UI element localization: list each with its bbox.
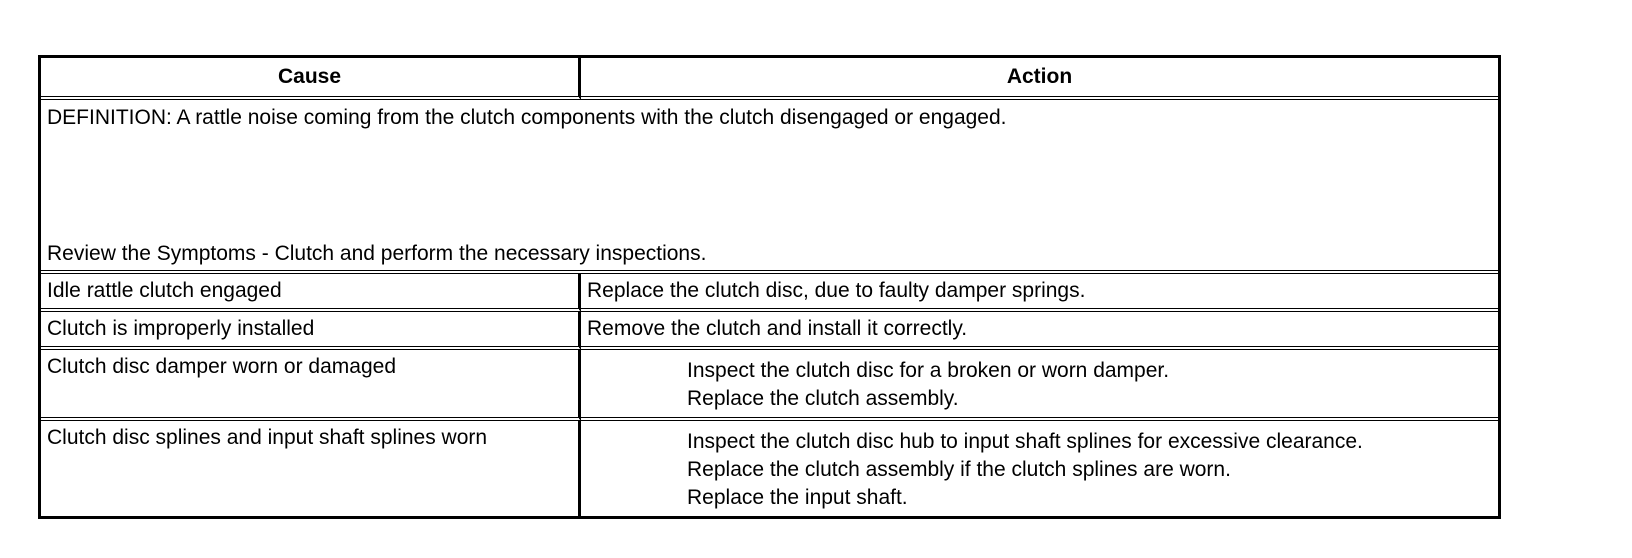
definition-text: DEFINITION: A rattle noise coming from the clutch components with the clutch disengaged or engaged.: [47, 106, 1007, 129]
cause-cell: [41, 312, 581, 350]
cause-cell: [41, 350, 581, 421]
action-item: Replace the clutch assembly if the clutch splines are worn.: [687, 458, 1231, 481]
action-item: Inspect the clutch disc for a broken or worn damper.: [687, 359, 1170, 382]
action-item: Replace the input shaft.: [687, 486, 908, 509]
action-list: [581, 421, 1498, 516]
diagnostic-table: [38, 55, 1501, 519]
cause-text: Clutch disc splines and input shaft splines worn: [47, 426, 488, 449]
cause-cell: [41, 274, 581, 312]
action-text: Remove the clutch and install it correctly.: [587, 317, 968, 340]
action-cell: [581, 274, 1498, 312]
cause-text: Idle rattle clutch engaged: [47, 279, 282, 302]
table-row: [41, 350, 1498, 421]
action-cell: [581, 421, 1498, 516]
cause-cell: [41, 421, 581, 516]
header-row: [41, 58, 1498, 100]
table-row: [41, 421, 1498, 516]
action-list: [581, 350, 1498, 417]
review-symptoms-text: Review the Symptoms - Clutch and perform the necessary inspections.: [47, 242, 707, 265]
action-column-header: Action: [581, 58, 1498, 100]
cause-column-header: Cause: [41, 58, 581, 100]
action-cell: [581, 312, 1498, 350]
action-item: Inspect the clutch disc hub to input shaft splines for excessive clearance.: [687, 430, 1363, 453]
action-item: Replace the clutch assembly.: [687, 387, 959, 410]
action-cell: [581, 350, 1498, 421]
table-row: [41, 274, 1498, 312]
cause-text: Clutch is improperly installed: [47, 317, 315, 340]
definition-row: [41, 100, 1498, 274]
cause-text: Clutch disc damper worn or damaged: [47, 355, 397, 378]
table-row: [41, 312, 1498, 350]
definition-cell: [41, 100, 1498, 274]
action-text: Replace the clutch disc, due to faulty damper springs.: [587, 279, 1086, 302]
